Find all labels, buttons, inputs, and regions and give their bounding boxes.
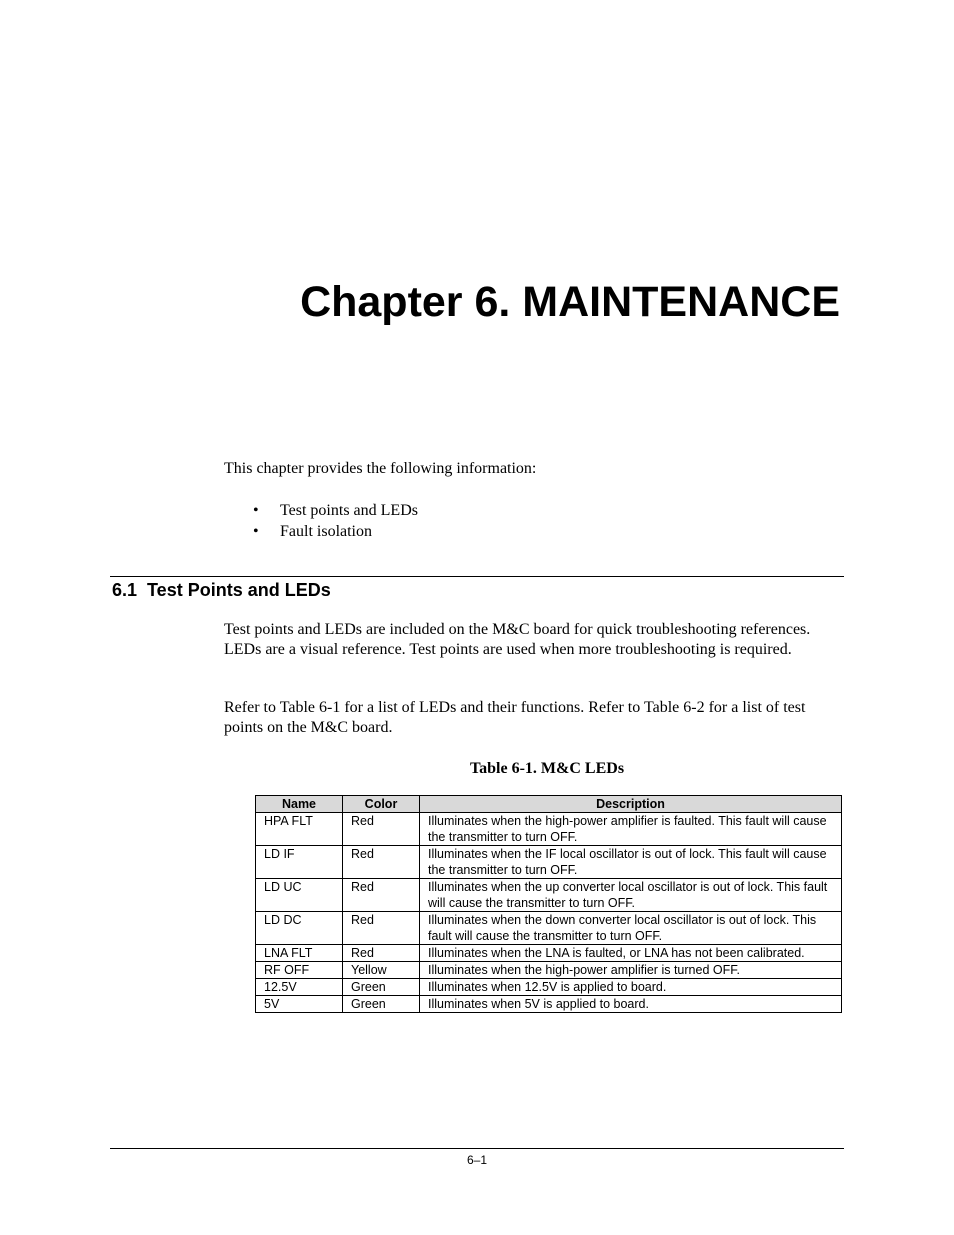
cell-description: Illuminates when the high-power amplifier is faulted. This fault will cause the transmitter to turn OFF. (420, 813, 842, 846)
cell-color: Green (343, 996, 420, 1013)
chapter-title: Chapter 6. MAINTENANCE (300, 278, 840, 326)
cell-description: Illuminates when 12.5V is applied to board. (420, 979, 842, 996)
table-row (256, 996, 842, 1013)
cell-color: Red (343, 879, 420, 912)
cell-color: Red (343, 813, 420, 846)
table-header-row (256, 796, 842, 813)
cell-name: LD DC (256, 912, 343, 945)
leds-table (255, 795, 842, 1013)
bullet-icon: • (253, 523, 259, 540)
section-paragraph: Test points and LEDs are included on the M&C board for quick troubleshooting references. LEDs are a visual reference. Test points are used when more troubleshooting is required. (224, 621, 811, 658)
section-paragraph: Refer to Table 6-1 for a list of LEDs and their functions. Refer to Table 6-2 for a list of test points on the M&C board. (224, 699, 806, 736)
intro-text: This chapter provides the following information: (224, 460, 537, 477)
cell-description: Illuminates when the LNA is faulted, or LNA has not been calibrated. (420, 945, 842, 962)
footer-divider (110, 1148, 844, 1149)
section-heading: 6.1 Test Points and LEDs (112, 580, 331, 600)
section-divider (110, 576, 844, 577)
cell-name: 12.5V (256, 979, 343, 996)
table-caption: Table 6-1. M&C LEDs (469, 760, 625, 777)
table-row (256, 945, 842, 962)
cell-description: Illuminates when the up converter local oscillator is out of lock. This fault will cause the transmitter to turn OFF. (420, 879, 842, 912)
cell-color: Red (343, 846, 420, 879)
page-number: 6–1 (466, 1153, 488, 1167)
list-item (224, 500, 418, 521)
table-row (256, 879, 842, 912)
bullet-text: Fault isolation (280, 523, 372, 540)
table-row (256, 912, 842, 945)
cell-color: Red (343, 912, 420, 945)
list-item (224, 521, 418, 542)
cell-name: 5V (256, 996, 343, 1013)
table-row (256, 813, 842, 846)
cell-description: Illuminates when 5V is applied to board. (420, 996, 842, 1013)
cell-name: LD IF (256, 846, 343, 879)
cell-name: RF OFF (256, 962, 343, 979)
table-row (256, 846, 842, 879)
cell-color: Green (343, 979, 420, 996)
table-row (256, 979, 842, 996)
intro-bullet-list (224, 500, 418, 542)
cell-description: Illuminates when the down converter local oscillator is out of lock. This fault will cause the transmitter to turn OFF. (420, 912, 842, 945)
column-header-name: Name (256, 796, 343, 813)
cell-description: Illuminates when the high-power amplifier is turned OFF. (420, 962, 842, 979)
cell-color: Red (343, 945, 420, 962)
cell-description: Illuminates when the IF local oscillator is out of lock. This fault will cause the transmitter to turn OFF. (420, 846, 842, 879)
column-header-description: Description (420, 796, 842, 813)
bullet-text: Test points and LEDs (280, 502, 418, 519)
cell-name: HPA FLT (256, 813, 343, 846)
column-header-color: Color (343, 796, 420, 813)
bullet-icon: • (253, 502, 259, 519)
cell-color: Yellow (343, 962, 420, 979)
table-row (256, 962, 842, 979)
cell-name: LNA FLT (256, 945, 343, 962)
cell-name: LD UC (256, 879, 343, 912)
